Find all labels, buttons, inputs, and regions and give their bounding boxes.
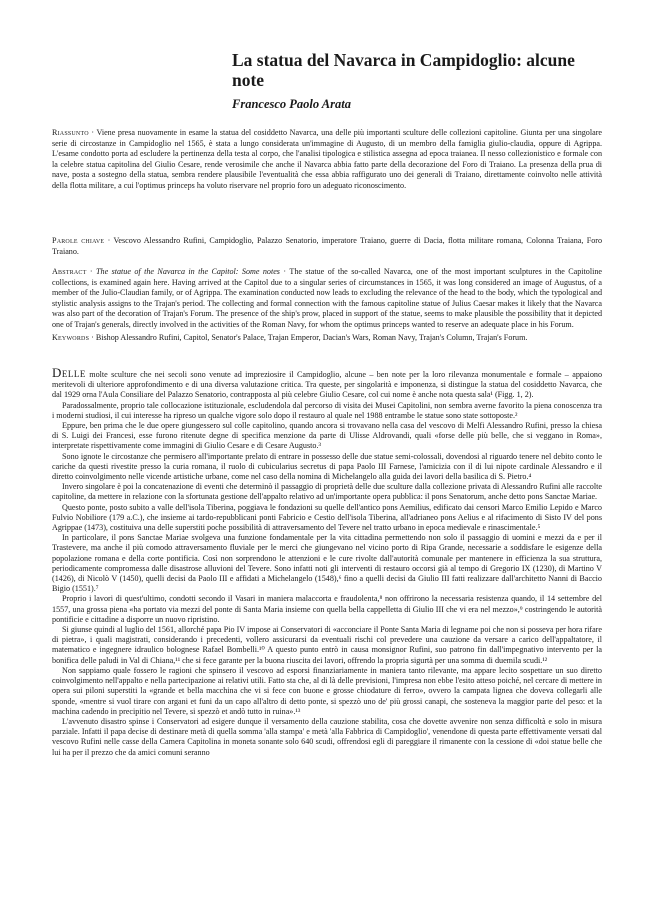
body-paragraph-6: Questo ponte, posto subito a valle dell'isola Tiberina, poggiava le fondazioni su quelle dell'antico pons Aemilius, edificato dai censori Marco Emilio Lepido e Marco Fulvio Nobiliore (179 a.C.), che insieme ai tardo-repubblicani ponti Fabricio e Cestio dell'isola Tiberina, all'adrianeo pons Aelius e al rifacimento di Sisto IV del pons Agrippae (1473), costituiva una delle superstiti poche possibilità di attraversamento del Tevere nel tratto urbano in epoca medievale e rinascimentale.⁵ <box>52 502 602 533</box>
parole-chiave-sep: · <box>104 236 114 245</box>
body-paragraph-8: Proprio i lavori di quest'ultimo, condotti secondo il Vasari in maniera malaccorta e fraudolenta,⁸ non offrirono la necessaria resistenza quando, il 14 settembre del 1557, una grossa piena «ha portato via mezzi del ponte di Santa Maria insieme con quella bella cappelletta di Giulio III che vi era nel mezzo»,⁹ costringendo le autorità pontificie e cittadine a disporre un nuovo ripristino. <box>52 594 602 624</box>
abstract-block <box>52 267 602 331</box>
keywords-text: Bishop Alessandro Rufini, Capitol, Senator's Palace, Trajan Emperor, Dacian's Wars, Roman Navy, Trajan's Column, Trajan's Forum. <box>95 333 528 342</box>
abstract-text: The statue of the so-called Navarca, one of the most important sculptures in the Capitoline collections, is examined again here. Having arrived at the Capitol due to a singular series of circumstances in 1565, it was long considered an image of Augustus, of a member of the Julio-Claudian family, or of Agrippa. The examination conducted now leads to excluding the relevance of the head to the body, which the typological and stylistic analysis assigns to the Trajan's period. The collecting and formal connection with the famous capitoline statue of Julius Caesar makes it likely that the Navarca was also part of the decoration of Trajan's Forum. The presence of the ship's prow, placed in support of the statue, seems to make plausible the possibility that it depicted one of Trajan's generals, directly involved in the activities of the Roman Navy, for whom the optimus princeps wanted to reserve an adequate place in his Forum. <box>52 267 602 329</box>
abstract-sep: · <box>86 267 97 276</box>
keywords-label: Keywords <box>52 333 90 342</box>
riassunto-text: Viene presa nuovamente in esame la statua del cosiddetto Navarca, una delle più importanti sculture delle collezioni capitoline. Giunta per una singolare serie di circostanze in Campidoglio nel 1565, è stata a lungo considerata un'immagine di Augusto, di un membro della famiglia giulio-claudia, oppure di Agrippa. L'esame condotto porta ad escludere la pertinenza della testa al corpo, che l'analisi tipologica e stilistica assegna ad epoca traianea. Il nesso collezionistico e formale con la celebre statua capitolina del Giulio Cesare, rende verosimile che anche il Navarca abbia fatto parte della decorazione del Foro di Traiano. La presenza della prua di nave, posta a sostegno della statua, sembra rendere plausibile l'eventualità che essa abbia raffigurato uno dei generali di Traiano, direttamente coinvolto nelle attività della flotta militare, a cui l'optimus princeps ha voluto riservare nel proprio foro un adeguato riconoscimento. <box>52 128 602 190</box>
parole-chiave-text: Vescovo Alessandro Rufini, Campidoglio, Palazzo Senatorio, imperatore Traiano, guerre di Dacia, flotta militare romana, Colonna Traiana, Foro Traiano. <box>52 236 602 256</box>
riassunto-block <box>52 128 602 192</box>
article-author: Francesco Paolo Arata <box>232 97 351 111</box>
body-paragraph-11: L'avvenuto disastro spinse i Conservatori ad esigere dunque il versamento della cauzione stabilita, cosa che dovette avvenire non senza difficoltà e solo in misura parziale. Infatti il papa decise di destinare metà di quella somma 'alla stampa' e metà 'alla Fabbrica di Campidoglio', venendone di questa parte effettivamente versati dal vescovo Rufini nelle casse della Camera Capitolina in moneta sonante solo 640 scudi, offrendosi egli di pareggiare il rimanente con la cessione di «doi statue belle che lui ha per il prezzo che da amici comuni seranno <box>52 716 602 757</box>
body-paragraph-10: Non sappiamo quale fossero le ragioni che spinsero il vescovo ad esporsi finanziariamente in maniera tanto rilevante, ma appare lecito sospettare un suo diretto coinvolgimento nell'appalto e nella partecipazione ai relativi utili. Fatto sta che, al di là delle previsioni, l'impresa non ebbe l'esito atteso poiché, nel cercare di mettere in opera sui piloni superstiti la «grande et bella macchina che vi si fece con buone e grosse chiodature di ferro», ovvero la campata lignea che doveva collegarli alle sponde, «mentre si vuol tirare con argani et funi da un capo all'altro di detto ponte, si spezzò uno de' più grossi canapi, che sosteneva la maggior parte del peso: et la machina cadendo in precipitio nel Tevere, si spezzò et andò tutto in ruina».¹³ <box>52 665 602 716</box>
body-paragraph-2: Paradossalmente, proprio tale collocazione istituzionale, escludendola dal percorso di visita dei Musei Capitolini, non sembra averne favorito la piena conoscenza tra i moderni studiosi, il cui interesse ha ripreso un qualche vigore solo dopo il restauro al quale nel 1988 entrambe le statue sono state sottoposte.² <box>52 400 602 420</box>
keywords-block <box>52 333 602 344</box>
parole-chiave-label: Parole chiave <box>52 236 105 245</box>
body-paragraph-9: Si giunse quindi al luglio del 1561, allorché papa Pio IV impose ai Conservatori di «acconciare il Ponte Santa Maria di legname poi che non si posseva per hora rifare di pietra», i quali magistrati, considerando i precedenti, vollero assicurarsi da eventuali rischi col prevedere una cauzione da versare a carico dell'appaltatore, il matematico e ingegnere idraulico bolognese Rafael Bombelli.¹⁰ A questo punto entrò in causa monsignor Rufini, suo patrono fin dall'impegnativo intervento per la bonifica delle paludi in Val di Chiana,¹¹ che si fece garante per la buona riuscita dei lavori, offrendo la propria sigurtà per una somma di duemila scudi.¹² <box>52 625 602 665</box>
body-paragraph-3: Eppure, ben prima che le due opere giungessero sul colle capitolino, quando ancora si trovavano nella casa del vescovo di Melfi Alessandro Rufini, presso la chiesa di S. Luigi dei Francesi, esse furono ritenute degne di specifica menzione da parte di Ulisse Aldrovandi, quali «forse delle più belle, che si veggano in Roma», interpretate rispettivamente come immagini di Giulio Cesare e di Cesare Augusto.³ <box>52 421 602 451</box>
body-paragraph-1 <box>52 365 603 401</box>
abstract-label: Abstract <box>52 267 87 276</box>
abstract-sep-2: · <box>279 267 290 276</box>
riassunto-sep: · <box>88 128 97 137</box>
keywords-sep: · <box>89 333 96 342</box>
parole-chiave-block <box>52 236 602 257</box>
body-paragraph-4: Sono ignote le circostanze che permisero all'importante prelato di entrare in possesso delle due statue semi-colossali, dovendosi al riguardo tenere nel debito conto le cariche da questi rivestite presso la curia romana, il ruolo di cubicularius secretus di papa Paolo III Farnese, l'amicizia con il di lui nipote cardinale Alessandro e il diretto coinvolgimento nelle vicende artistiche urbane, come nel caso della nomina di Michelangelo alla guida dei lavori della basilica di S. Pietro.⁴ <box>52 451 602 482</box>
body-paragraph-5: Invero singolare è poi la concatenazione di eventi che determinò il passaggio di proprietà delle due sculture dalla collezione privata di Alessandro Rufini alle raccolte capitoline, da mettere in relazione con la sfortunata gestione dell'appalto relativo ad un'importante opera pubblica: il pons Senatorum, anche detto pons Sanctae Mariae. <box>52 482 602 502</box>
body-paragraph-7: In particolare, il pons Sanctae Mariae svolgeva una funzione fondamentale per la vita cittadina permettendo non solo il passaggio di uomini e mezzi da e per il Trastevere, ma anche il più comodo attraversamento fluviale per le merci che giungevano nel vicino porto di Ripa Grande, necessarie a soddisfare le esigenze della popolazione romana e della corte pontificia. Così non sorprendono le attenzioni e le cure rivolte dall'autorità comunale per mantenere in efficienza la sua struttura, periodicamente compromessa dalle disastrose alluvioni del Tevere. Sono infatti noti gli interventi di restauro occorsi già al tempo di Gregorio IX (1230), di Martino V (1426), di Nicolò V (1450), quelli decisi da Paolo III e affidati a Michelangelo (1548),⁶ fino a quelli decisi da Giulio III fatti realizzare dall'architetto Nanni di Baccio Bigio (1551).⁷ <box>52 533 602 594</box>
riassunto-label: Riassunto <box>52 128 89 137</box>
article-body <box>52 365 603 758</box>
dropcap-word: Delle <box>52 365 86 380</box>
article-title: La statua del Navarca in Campidoglio: alcune note <box>232 50 575 90</box>
body-p1-text: molte sculture che nei secoli sono venute ad impreziosire il Campidoglio, alcune – ben note per la loro rilevanza monumentale e formale – appaiono meritevoli di ulteriore approfondimento e di una diversa valutazione critica. Tra queste, per singolarità e imponenza, si distingue la statua del cosiddetto Navarca, che dal 1929 orna l'Aula Consiliare del Palazzo Senatorio, contrapposta al più celebre Giulio Cesare, col cui nome è anche nota questa sala¹ (Figg. 1, 2). <box>52 370 603 400</box>
abstract-title: The statue of the Navarca in the Capitol: Some notes <box>96 267 280 276</box>
